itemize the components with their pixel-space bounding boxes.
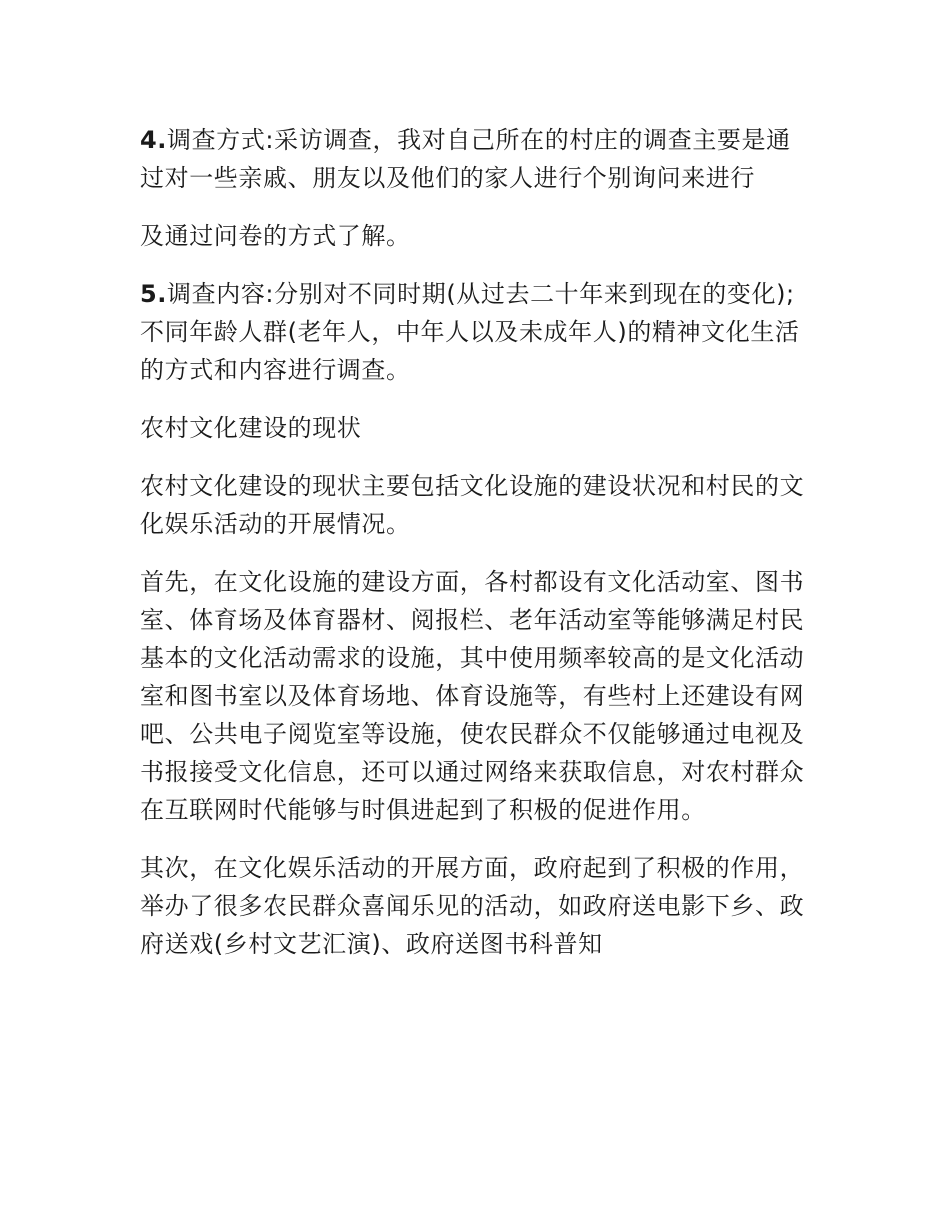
paragraph-overview: 农村文化建设的现状主要包括文化设施的建设状况和村民的文化娱乐活动的开展情况。 [140, 472, 805, 538]
item-number: 4. [140, 126, 168, 154]
paragraph-text: 及通过问卷的方式了解。 [140, 222, 411, 250]
paragraph-continuation [140, 217, 812, 255]
section-heading: 农村文化建设的现状 [140, 414, 362, 442]
paragraph-content [140, 275, 812, 389]
paragraph-activities: 其次，在文化娱乐活动的开展方面，政府起到了积极的作用，举办了很多农民群众喜闻乐见的活动，如政府送电影下乡、政府送戏(乡村文艺汇演)、政府送图书科普知 [140, 854, 805, 958]
paragraph-method [140, 121, 812, 197]
paragraph-facilities: 首先，在文化设施的建设方面，各村都设有文化活动室、图书室、体育场及体育器材、阅报栏、老年活动室等能够满足村民基本的文化活动需求的设施，其中使用频率较高的是文化活动室和图书室以及体育场地、体育设施等，有些村上还建设有网吧、公共电子阅览室等设施，使农民群众不仅能够通过电视及书报接受文化信息，还可以通过网络来获取信息，对农村群众在互联网时代能够与时俱进起到了积极的促进作用。 [140, 568, 805, 824]
paragraph-text: 调查内容:分别对不同时期(从过去二十年来到现在的变化);不同年龄人群(老年人，中年人以及未成年人)的精神文化生活的方式和内容进行调查。 [140, 280, 800, 384]
paragraph-text: 调查方式:采访调查，我对自己所在的村庄的调查主要是通过对一些亲戚、朋友以及他们的家人进行个别询问来进行 [140, 126, 791, 192]
document-page [140, 121, 812, 983]
item-number: 5. [140, 280, 168, 308]
